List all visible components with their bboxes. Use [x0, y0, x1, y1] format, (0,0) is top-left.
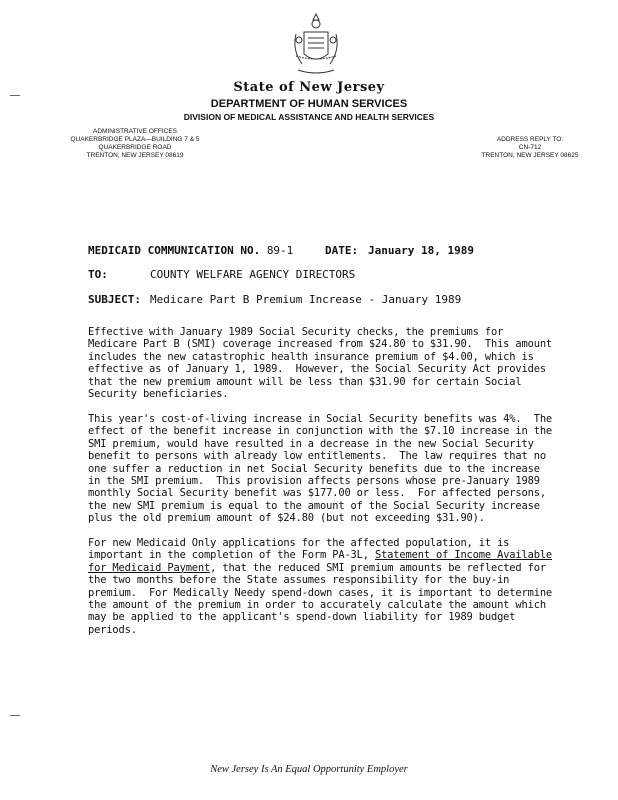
paragraph-line — [88, 562, 558, 574]
line-text: , that the reduced SMI premium amounts be reflected for — [210, 561, 546, 574]
paragraph-line: in the SMI premium. This provision affects persons whose pre-January 1989 — [88, 475, 540, 488]
paragraph-line: may be applied to the applicant's spend-down liability for 1989 budget — [88, 611, 516, 624]
paragraph-line: that the new premium amount will be less than $31.90 for certain Social — [88, 375, 522, 388]
to-value: COUNTY WELFARE AGENCY DIRECTORS — [150, 268, 356, 281]
paragraph-3 — [88, 537, 558, 636]
state-name: State of New Jersey — [233, 80, 385, 95]
communication-row — [88, 244, 474, 257]
paragraph-line: monthly Social Security benefit was $177.00 or less. For affected persons, — [88, 487, 546, 500]
reply-line1: CN-712 — [518, 144, 542, 151]
communication-number: 89-1 — [266, 244, 294, 257]
state-seal-icon — [290, 12, 342, 74]
admin-line2: QUAKERBRIDGE ROAD — [98, 144, 172, 151]
to-label: TO: — [88, 268, 108, 281]
date-value: January 18, 1989 — [368, 244, 474, 257]
paragraph-line: the two months before the State assumes responsibility for the buy-in — [88, 574, 510, 587]
paragraph-line: effect of the benefit increase in conjunction with the $7.10 increase in the — [88, 425, 553, 438]
paragraph-1 — [88, 326, 558, 400]
paragraph-line: periods. — [88, 623, 137, 636]
paragraph-line: Medicare Part B (SMI) coverage increased from $24.80 to $31.90. This amount — [88, 338, 553, 351]
paragraph-line: This year's cost-of-living increase in Social Security benefits was 4%. The — [88, 413, 553, 425]
reply-address — [470, 136, 590, 160]
line-text: important in the completion of the Form PA-3L, — [88, 549, 375, 562]
subject-value: Medicare Part B Premium Increase - January 1989 — [150, 293, 462, 306]
department-name: DEPARTMENT OF HUMAN SERVICES — [210, 98, 408, 110]
scan-mark — [10, 95, 20, 96]
administrative-offices-address — [60, 128, 210, 160]
paragraph-2 — [88, 413, 558, 525]
paragraph-line: benefit to persons with already low entitlements. The law requires that no — [88, 450, 546, 463]
paragraph-line: premium. For Medically Needy spend-down cases, it is important to determine — [88, 586, 553, 599]
paragraph-line: the amount of the premium in order to accurately calculate the amount which — [88, 599, 546, 612]
paragraph-line: plus the old premium amount of $24.80 (but not exceeding $31.90). — [88, 512, 485, 525]
paragraph-line: one suffer a reduction in net Social Security benefits due to the increase — [88, 462, 540, 475]
admin-heading: ADMINISTRATIVE OFFICES — [92, 128, 178, 135]
reply-line2: TRENTON, NEW JERSEY 08625 — [481, 152, 579, 159]
form-title-link-part2: for Medicaid Payment — [88, 561, 211, 574]
reply-heading: ADDRESS REPLY TO: — [496, 136, 564, 143]
paragraph-line: Security beneficiaries. — [88, 388, 229, 401]
paragraph-line: For new Medicaid Only applications for the affected population, it is — [88, 537, 510, 549]
paragraph-line: effective as of January 1, 1989. However, the Social Security Act provides — [88, 363, 546, 376]
paragraph-line — [88, 549, 558, 561]
scan-mark — [10, 715, 20, 716]
communication-label: MEDICAID COMMUNICATION NO. — [88, 244, 261, 257]
form-title-link-part1: Statement of Income Available — [374, 549, 553, 562]
paragraph-line: the new SMI premium is equal to the amount of the Social Security increase — [88, 499, 540, 512]
paragraph-line: SMI premium, would have resulted in a decrease in the new Social Security — [88, 437, 534, 450]
admin-line3: TRENTON, NEW JERSEY 08619 — [86, 152, 184, 159]
footer-statement: New Jersey Is An Equal Opportunity Employer — [210, 764, 408, 775]
admin-line1: QUAKERBRIDGE PLAZA—BUILDING 7 & 5 — [70, 136, 200, 143]
paragraph-line: includes the new catastrophic health insurance premium of $4.00, which is — [88, 350, 534, 363]
paragraph-line: Effective with January 1989 Social Security checks, the premiums for — [88, 326, 504, 338]
date-label: DATE: — [325, 244, 359, 257]
subject-label: SUBJECT: — [88, 293, 141, 306]
division-name: DIVISION OF MEDICAL ASSISTANCE AND HEALTH SERVICES — [183, 112, 435, 122]
